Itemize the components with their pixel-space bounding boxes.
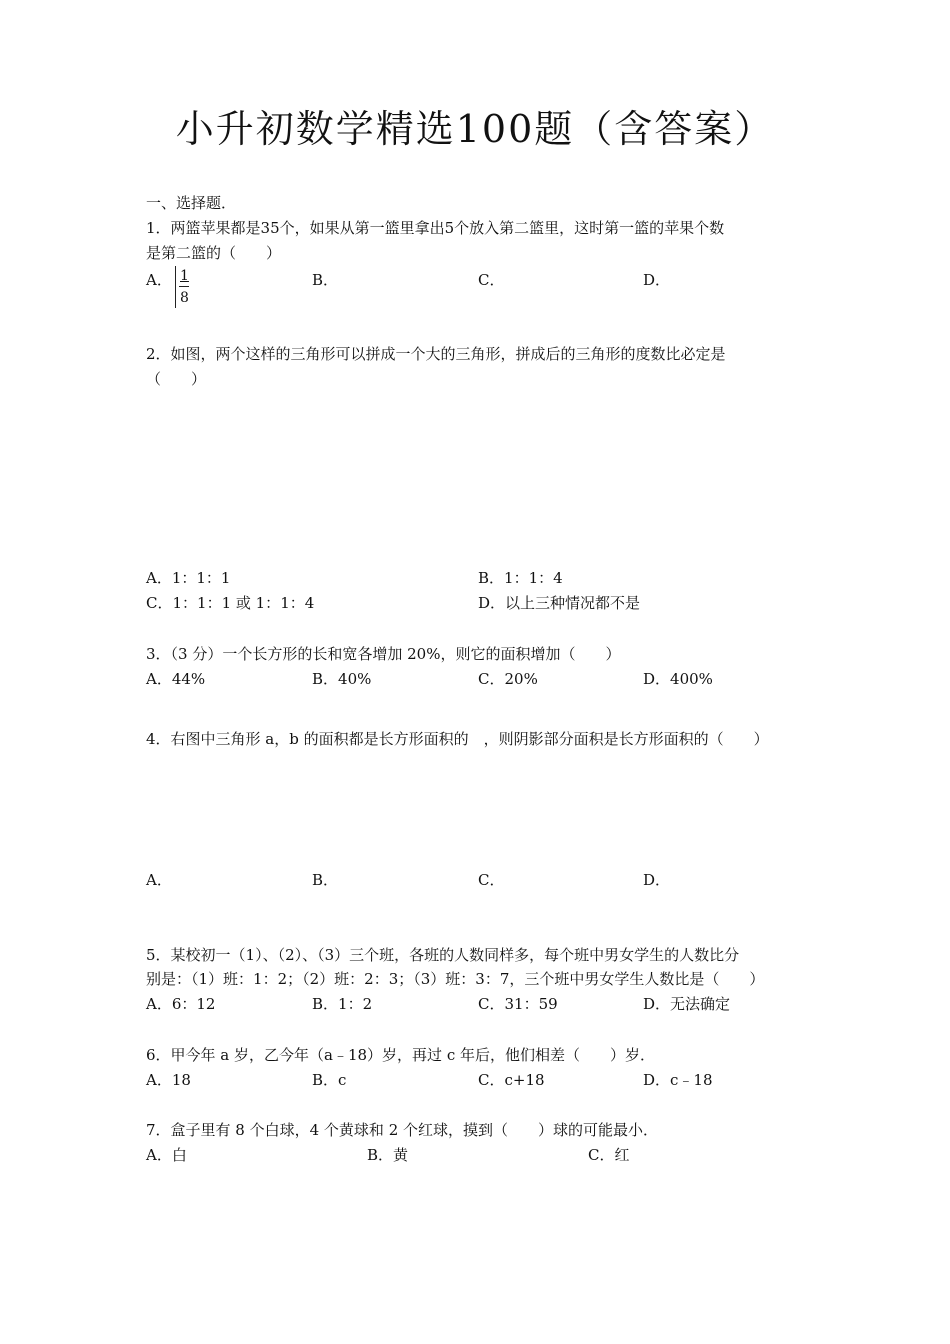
fraction-denominator: 8 [180,290,189,306]
q5-option-b: B．1：2 [312,995,373,1013]
question-3-text: 3．（3 分）一个长方形的长和宽各增加 20%，则它的面积增加（ ） [146,645,621,663]
q5-option-c: C．31：59 [478,995,558,1013]
page-title: 小升初数学精选100题（含答案） [175,107,775,151]
question-7-text: 7．盒子里有 8 个白球，4 个黄球和 2 个红球，摸到（ ）球的可能最小． [146,1121,659,1139]
q4-option-c: C． [478,871,505,889]
q3-option-c: C．20% [478,670,538,688]
q4-option-b: B． [312,871,339,889]
q7-option-b: B．黄 [367,1146,409,1164]
question-6-text: 6．甲今年 a 岁，乙今年（a﹣18）岁，再过 c 年后，他们相差（ ）岁． [146,1046,655,1064]
fraction-bar [179,286,189,287]
question-5-text-cont: 别是：（1）班：1：2；（2）班：2：3；（3）班：3：7，三个班中男女学生人数比是（ ） [146,970,765,988]
q1-option-a-fraction [175,266,190,308]
q5-option-a: A．6：12 [146,995,216,1013]
q1-option-a: A． [146,271,172,289]
q2-option-b: B．1：1：4 [478,569,563,587]
question-2-text: 2．如图，两个这样的三角形可以拼成一个大的三角形，拼成后的三角形的度数比必定是 [146,345,726,363]
q6-option-c: C．c+18 [478,1071,545,1089]
q4-option-d: D． [643,871,671,889]
q7-option-c: C．红 [588,1146,630,1164]
q6-option-a: A．18 [146,1071,191,1089]
q4-option-a: A． [146,871,172,889]
section-heading: 一、选择题． [146,194,237,212]
question-5-text: 5．某校初一（1）、（2）、（3）三个班，各班的人数同样多，每个班中男女学生的人数比分 [146,946,740,964]
q2-option-a: A．1：1：1 [146,569,231,587]
question-1-text-cont: 是第二篮的（ ） [146,244,282,262]
q5-option-d: D．无法确定 [643,995,731,1013]
q6-option-d: D．c﹣18 [643,1071,713,1089]
q3-option-d: D．400% [643,670,713,688]
q1-option-c: C． [478,271,505,289]
q6-option-b: B．c [312,1071,347,1089]
q3-option-a: A．44% [146,670,206,688]
q1-option-b: B． [312,271,339,289]
fraction-numerator: 1 [180,268,189,284]
q3-option-b: B．40% [312,670,372,688]
q2-option-c: C．1：1：1 或 1：1：4 [146,594,315,612]
q2-option-d: D．以上三种情况都不是 [478,594,641,612]
q1-option-d: D． [643,271,671,289]
question-4-text: 4．右图中三角形 a，b 的面积都是长方形面积的 ，则阴影部分面积是长方形面积的（ ） [146,730,769,748]
q7-option-a: A．白 [146,1146,187,1164]
question-1-text: 1．两篮苹果都是35个，如果从第一篮里拿出5个放入第二篮里，这时第一篮的苹果个数 [146,219,725,237]
question-2-text-cont: （ ） [146,370,207,388]
